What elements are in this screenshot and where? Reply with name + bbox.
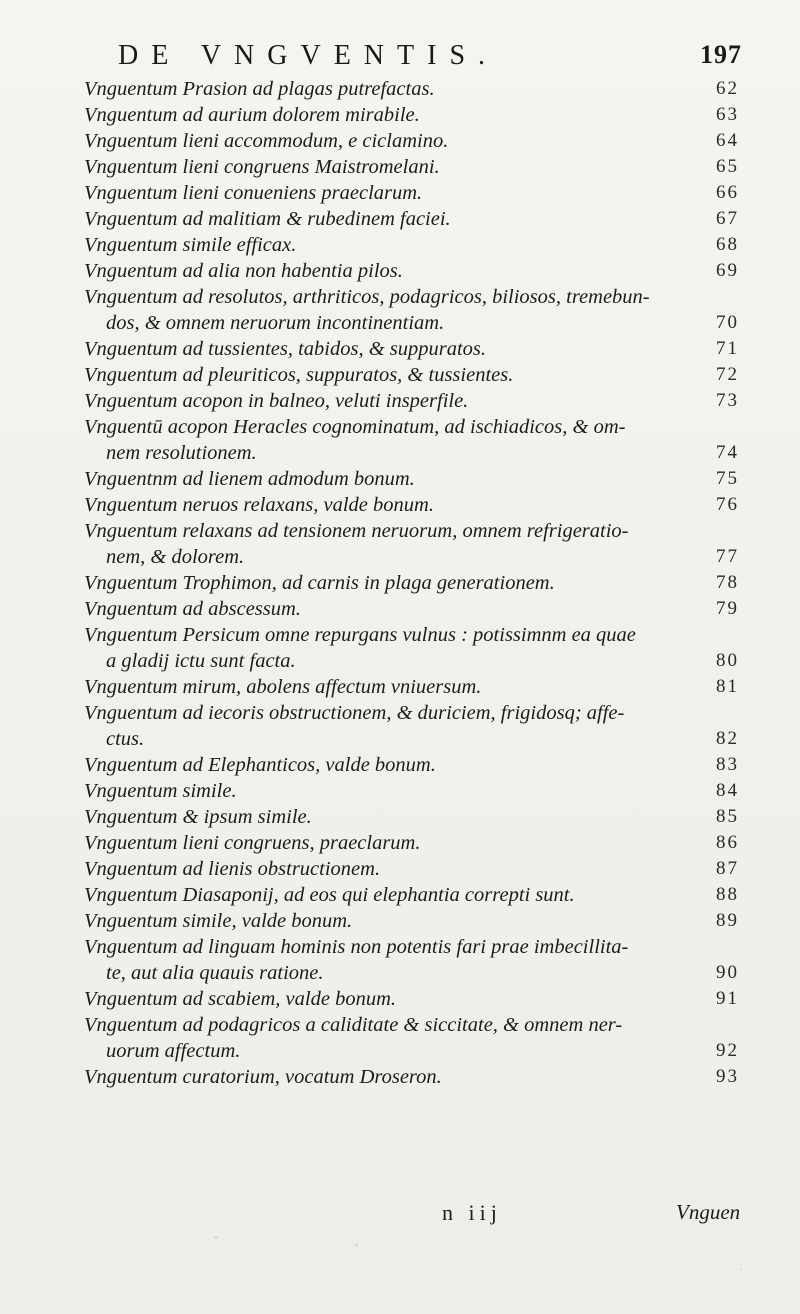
entry-line: Vnguentum ad abscessum.: [84, 598, 301, 620]
entry-line: Vnguentum ad pleuriticos, suppuratos, & tussientes.: [84, 364, 514, 386]
entry-continuation-line: dos, & omnem neruorum incontinentiam.: [106, 312, 445, 334]
entry-continuation-line: uorum affectum.: [106, 1040, 241, 1062]
entry-line: Vnguentnm ad lienem admodum bonum.: [84, 468, 415, 490]
index-entry: [84, 596, 739, 622]
entry-line: Vnguentum Prasion ad plagas putrefactas.: [84, 78, 435, 100]
paper-spot: [214, 1236, 218, 1239]
entry-number: 72: [716, 364, 739, 385]
entry-line: Vnguentum simile efficax.: [84, 234, 297, 256]
entry-title: [84, 362, 694, 388]
entry-title: [84, 492, 694, 518]
index-entry: [84, 388, 739, 414]
index-entry: [84, 804, 739, 830]
entry-number: 88: [716, 884, 739, 905]
entry-number: 78: [716, 572, 739, 593]
index-entry: [84, 674, 739, 700]
entry-number: 87: [716, 858, 739, 879]
ointment-index-list: [0, 76, 800, 1090]
entry-title: [84, 180, 694, 206]
entry-number: 90: [716, 962, 739, 983]
entry-line: Vnguentum ad iecoris obstructionem, & duriciem, frigidosq; affe-: [84, 702, 625, 724]
entry-title: [84, 830, 694, 856]
entry-line: Vnguentum lieni congruens Maistromelani.: [84, 156, 440, 178]
entry-number: 63: [716, 104, 739, 125]
entry-title: [84, 1064, 694, 1090]
entry-line: Vnguentum ad scabiem, valde bonum.: [84, 988, 396, 1010]
index-entry: [84, 180, 739, 206]
entry-line: Vnguentum ad resolutos, arthriticos, podagricos, biliosos, tremebun-: [84, 286, 650, 308]
entry-line: Vnguentum mirum, abolens affectum vniuersum.: [84, 676, 482, 698]
entry-line: Vnguentum & ipsum simile.: [84, 806, 312, 828]
index-entry: [84, 830, 739, 856]
index-entry: [84, 882, 739, 908]
index-entry: [84, 414, 739, 466]
entry-number: 76: [716, 494, 739, 515]
entry-number: 65: [716, 156, 739, 177]
entry-title: [84, 414, 694, 466]
index-entry: [84, 518, 739, 570]
index-entry: [84, 622, 739, 674]
entry-line: Vnguentum neruos relaxans, valde bonum.: [84, 494, 434, 516]
entry-number: 71: [716, 338, 739, 359]
index-entry: [84, 232, 739, 258]
entry-title: [84, 206, 694, 232]
entry-line: Vnguentum ad Elephanticos, valde bonum.: [84, 754, 436, 776]
index-entry: [84, 700, 739, 752]
index-entry: [84, 1012, 739, 1064]
index-entry: [84, 778, 739, 804]
index-entry: [84, 466, 739, 492]
entry-number: 73: [716, 390, 739, 411]
entry-number: 75: [716, 468, 739, 489]
entry-number: 69: [716, 260, 739, 281]
entry-title: [84, 700, 694, 752]
entry-line: Vnguentum lieni conueniens praeclarum.: [84, 182, 423, 204]
entry-line: Vnguentum ad podagricos a caliditate & siccitate, & omnem ner-: [84, 1014, 623, 1036]
entry-number: 91: [716, 988, 739, 1009]
entry-title: [84, 154, 694, 180]
index-entry: [84, 154, 739, 180]
paper-spot: [740, 1268, 742, 1270]
entry-number: 70: [716, 312, 739, 333]
page-footer: [0, 1200, 800, 1232]
index-entry: [84, 986, 739, 1012]
entry-title: [84, 674, 694, 700]
entry-title: [84, 752, 694, 778]
entry-continuation-line: te, aut alia quauis ratione.: [106, 962, 324, 984]
entry-line: Vnguentum Diasaponij, ad eos qui elephantia correpti sunt.: [84, 884, 575, 906]
entry-line: Vnguentum ad lienis obstructionem.: [84, 858, 381, 880]
entry-title: [84, 258, 694, 284]
entry-line: Vnguentum ad tussientes, tabidos, & suppuratos.: [84, 338, 487, 360]
entry-title: [84, 986, 694, 1012]
entry-line: Vnguentum ad malitiam & rubedinem faciei.: [84, 208, 451, 230]
entry-number: 83: [716, 754, 739, 775]
entry-title: [84, 336, 694, 362]
entry-number: 62: [716, 78, 739, 99]
page-number: 197: [700, 40, 742, 69]
index-entry: [84, 362, 739, 388]
entry-continuation-line: nem resolutionem.: [106, 442, 257, 464]
entry-title: [84, 934, 694, 986]
entry-number: 86: [716, 832, 739, 853]
entry-number: 79: [716, 598, 739, 619]
entry-title: [84, 466, 694, 492]
running-title: DE VNGVENTIS.: [118, 40, 499, 71]
entry-title: [84, 1012, 694, 1064]
entry-line: Vnguentum simile.: [84, 780, 237, 802]
index-entry: [84, 284, 739, 336]
entry-title: [84, 856, 694, 882]
entry-title: [84, 778, 694, 804]
index-entry: [84, 206, 739, 232]
entry-title: [84, 102, 694, 128]
entry-number: 64: [716, 130, 739, 151]
entry-line: Vnguentum ad aurium dolorem mirabile.: [84, 104, 420, 126]
entry-line: Vnguentum relaxans ad tensionem neruorum, omnem refrigeratio-: [84, 520, 629, 542]
entry-line: Vnguentum Persicum omne repurgans vulnus : potissimnm ea quae: [84, 624, 636, 646]
paper-spot: [355, 1244, 358, 1247]
entry-title: [84, 908, 694, 934]
entry-title: [84, 232, 694, 258]
index-entry: [84, 934, 739, 986]
entry-line: Vnguentum ad alia non habentia pilos.: [84, 260, 403, 282]
entry-line: Vnguentum simile, valde bonum.: [84, 910, 353, 932]
catchword: Vnguen: [676, 1200, 741, 1224]
index-entry: [84, 102, 739, 128]
entry-line: Vnguentum curatorium, vocatum Droseron.: [84, 1066, 442, 1088]
index-entry: [84, 856, 739, 882]
entry-title: [84, 596, 694, 622]
entry-title: [84, 128, 694, 154]
entry-line: Vnguentum ad linguam hominis non potentis fari prae imbecillita-: [84, 936, 629, 958]
entry-title: [84, 622, 694, 674]
entry-line: Vnguentum acopon in balneo, veluti insperfile.: [84, 390, 469, 412]
index-entry: [84, 336, 739, 362]
entry-number: 85: [716, 806, 739, 827]
index-entry: [84, 76, 739, 102]
entry-title: [84, 388, 694, 414]
entry-number: 81: [716, 676, 739, 697]
entry-number: 80: [716, 650, 739, 671]
entry-title: [84, 804, 694, 830]
entry-number: 82: [716, 728, 739, 749]
index-entry: [84, 570, 739, 596]
entry-number: 84: [716, 780, 739, 801]
entry-title: [84, 518, 694, 570]
index-entry: [84, 1064, 739, 1090]
entry-line: Vnguentū acopon Heracles cognominatum, ad ischiadicos, & om-: [84, 416, 626, 438]
entry-title: [84, 76, 694, 102]
entry-continuation-line: nem, & dolorem.: [106, 546, 245, 568]
entry-number: 67: [716, 208, 739, 229]
entry-number: 77: [716, 546, 739, 567]
entry-continuation-line: a gladij ictu sunt facta.: [106, 650, 296, 672]
entry-number: 89: [716, 910, 739, 931]
entry-number: 92: [716, 1040, 739, 1061]
entry-number: 93: [716, 1066, 739, 1087]
entry-title: [84, 882, 694, 908]
entry-title: [84, 284, 694, 336]
entry-line: Vnguentum Trophimon, ad carnis in plaga generationem.: [84, 572, 555, 594]
index-entry: [84, 258, 739, 284]
entry-continuation-line: ctus.: [106, 728, 145, 750]
entry-title: [84, 570, 694, 596]
entry-line: Vnguentum lieni congruens, praeclarum.: [84, 832, 421, 854]
index-entry: [84, 128, 739, 154]
index-entry: [84, 908, 739, 934]
index-entry: [84, 492, 739, 518]
entry-number: 66: [716, 182, 739, 203]
entry-number: 68: [716, 234, 739, 255]
index-entry: [84, 752, 739, 778]
entry-number: 74: [716, 442, 739, 463]
running-header: [0, 40, 800, 76]
entry-line: Vnguentum lieni accommodum, e ciclamino.: [84, 130, 449, 152]
signature-mark: n iij: [442, 1200, 502, 1225]
